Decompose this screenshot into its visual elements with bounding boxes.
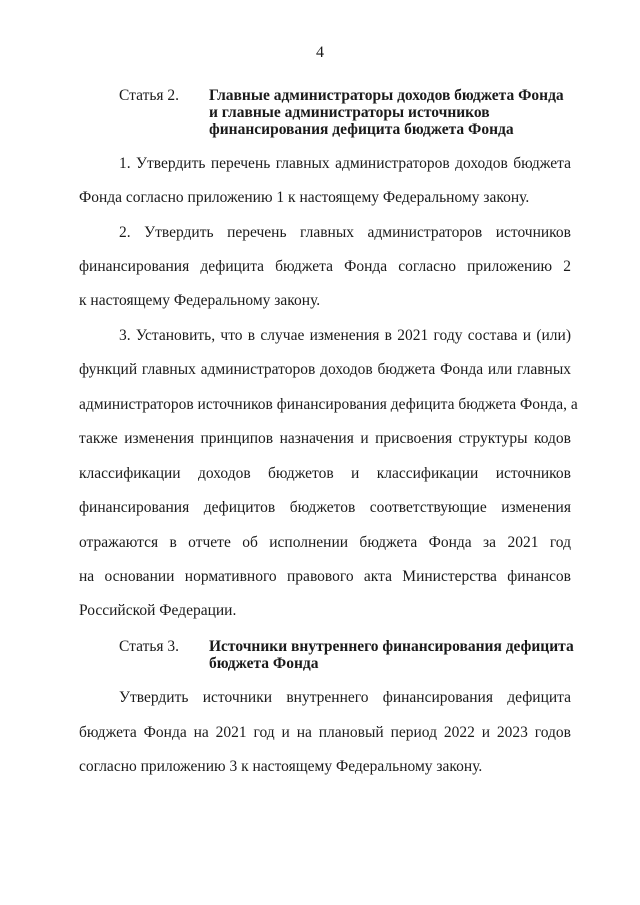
- article-2-label: Статья 2.: [119, 87, 180, 104]
- paragraph-line: к настоящему Федеральному закону.: [79, 292, 321, 309]
- page-number: 4: [316, 44, 324, 61]
- paragraph-line: классификации доходов бюджетов и классификации источников: [79, 465, 571, 482]
- paragraph-line: функций главных администраторов доходов бюджета Фонда или главных: [79, 361, 571, 378]
- paragraph-line: Российской Федерации.: [79, 602, 237, 619]
- paragraph-line: также изменения принципов назначения и присвоения структуры кодов: [79, 430, 571, 447]
- paragraph-line: на основании нормативного правового акта Министерства финансов: [79, 568, 571, 585]
- paragraph-line: отражаются в отчете об исполнении бюджета Фонда за 2021 год: [79, 534, 571, 551]
- article-2-title-line: и главные администраторы источников: [209, 104, 490, 121]
- article-2-heading: [119, 87, 579, 138]
- paragraph-line: 2. Утвердить перечень главных администраторов источников: [119, 224, 571, 241]
- article-2-title-line: финансирования дефицита бюджета Фонда: [209, 121, 514, 138]
- article-3-title: [209, 638, 579, 672]
- paragraph-line: администраторов источников финансирования дефицита бюджета Фонда, а: [79, 396, 578, 413]
- article-3-label: Статья 3.: [119, 638, 180, 655]
- article-3-title-line: Источники внутреннего финансирования дефицита: [209, 638, 574, 655]
- article-3-heading: [119, 638, 579, 672]
- paragraph-line: Фонда согласно приложению 1 к настоящему Федеральному закону.: [79, 189, 530, 206]
- article-2-title-line: Главные администраторы доходов бюджета Фонда: [209, 87, 564, 104]
- paragraph-line: согласно приложению 3 к настоящему Федеральному закону.: [79, 758, 483, 775]
- article-2-title: [209, 87, 579, 138]
- paragraph-line: Утвердить источники внутреннего финансирования дефицита: [119, 689, 571, 706]
- paragraph-line: бюджета Фонда на 2021 год и на плановый период 2022 и 2023 годов: [79, 724, 571, 741]
- article-3-title-line: бюджета Фонда: [209, 655, 319, 672]
- paragraph-line: 1. Утвердить перечень главных администраторов доходов бюджета: [119, 155, 571, 172]
- paragraph-line: 3. Установить, что в случае изменения в 2021 году состава и (или): [119, 327, 571, 344]
- paragraph-line: финансирования дефицита бюджета Фонда согласно приложению 2: [79, 258, 571, 275]
- paragraph-line: финансирования дефицитов бюджетов соответствующие изменения: [79, 499, 571, 516]
